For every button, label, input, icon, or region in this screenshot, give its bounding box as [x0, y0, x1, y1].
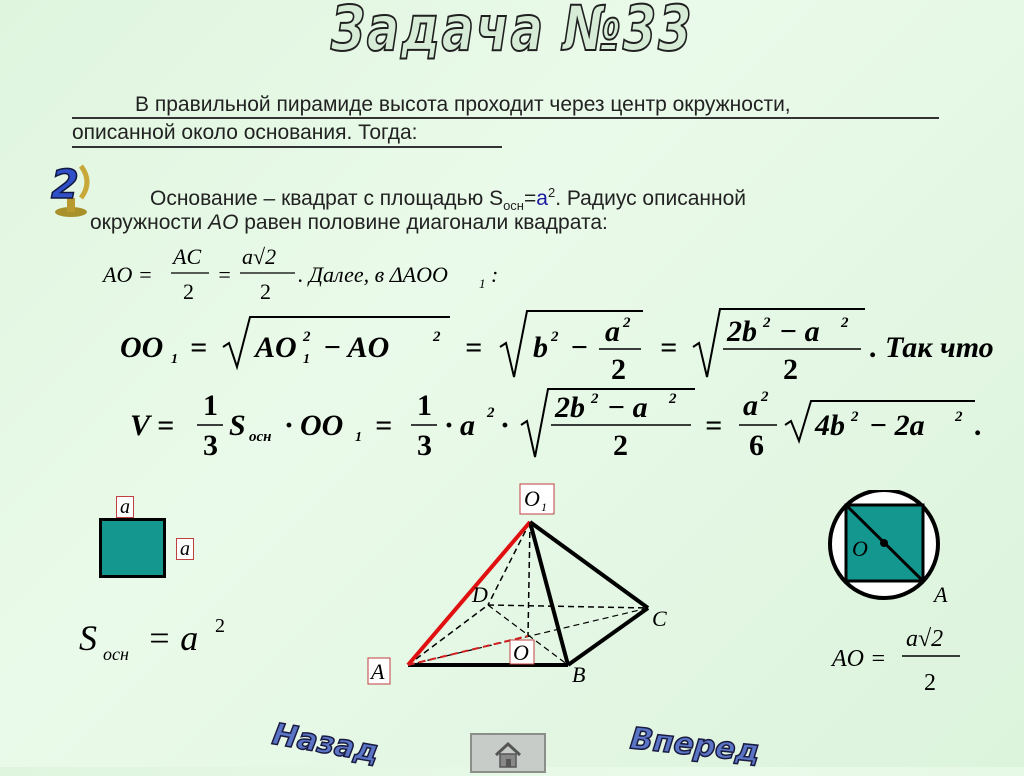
f1-colon: : [491, 262, 499, 287]
formula-ao-diagonal [95, 242, 525, 307]
svg-text:OO: OO [120, 331, 164, 364]
pyramid-o-label: O [513, 640, 529, 665]
step-sub-osn: осн [503, 198, 524, 214]
svg-text:2: 2 [851, 409, 859, 425]
formula-volume [125, 385, 1005, 465]
svg-text:=: = [705, 409, 723, 442]
svg-text:=: = [465, 331, 483, 364]
svg-text:2: 2 [551, 329, 559, 345]
f1-frac2-num: a√2 [242, 244, 277, 269]
forward-button[interactable]: Вперед [628, 721, 762, 770]
svg-text:− 2a: − 2a [869, 409, 925, 442]
svg-text:AO: AO [255, 331, 297, 364]
intro-line-2: описанной около основания. Тогда: [72, 120, 502, 148]
pyramid-b-label: B [572, 662, 586, 687]
pyramid-apex-label: O [524, 486, 540, 511]
svg-text:2: 2 [303, 329, 311, 345]
circle-f-num: a√2 [906, 626, 944, 652]
slide-title: Задача №33 [330, 0, 694, 65]
svg-text:3: 3 [417, 429, 432, 462]
svg-text:−: − [570, 331, 589, 364]
step-exp: 2 [547, 185, 556, 200]
svg-text:1: 1 [171, 352, 178, 367]
svg-text:· a: · a [445, 409, 475, 442]
svg-text:4b: 4b [815, 409, 845, 442]
svg-text:осн: осн [249, 429, 272, 445]
svg-text:=: = [660, 331, 678, 364]
back-button[interactable]: Назад [269, 716, 382, 771]
pyramid-a-label: A [371, 659, 385, 684]
svg-text:a: a [743, 389, 758, 422]
intro-line-1: В правильной пирамиде высота проходит через центр окружности, [135, 93, 791, 116]
f1-eq: = [217, 262, 232, 287]
circumscribed-circle-diagram [818, 490, 968, 615]
pyramid-apex-sub: 1 [541, 500, 547, 514]
f1-lhs: AO = [103, 262, 153, 287]
step-eq: = [524, 187, 537, 210]
svg-text:·: · [501, 409, 509, 442]
svg-text:− a: − a [607, 391, 648, 424]
svg-text:2: 2 [487, 405, 495, 421]
circle-a-label: A [934, 582, 948, 607]
area-exp: 2 [215, 615, 225, 637]
step-ao: AO [208, 211, 239, 234]
svg-text:S: S [229, 409, 246, 442]
svg-text:1: 1 [303, 352, 310, 367]
step-line2-a: окружности [90, 211, 209, 234]
home-icon [472, 735, 544, 771]
formula-oo1 [115, 305, 1024, 390]
svg-text:1: 1 [203, 389, 218, 422]
svg-text:b: b [533, 331, 548, 364]
step-text-b: . Радиус описанной [555, 187, 746, 210]
svg-text:2: 2 [611, 353, 626, 386]
circle-ao-formula [828, 620, 988, 700]
svg-text:2: 2 [763, 315, 771, 331]
svg-text:=: = [190, 331, 208, 364]
f1-frac2-den: 2 [260, 279, 271, 304]
square-top-label: a [116, 496, 134, 518]
svg-text:2b: 2b [727, 315, 757, 348]
svg-text:2: 2 [623, 315, 631, 331]
square-side-label: a [176, 538, 194, 560]
step-line-2 [90, 208, 608, 237]
svg-text:− AO: − AO [323, 331, 390, 364]
step-text-a: Основание – квадрат с площадью S [150, 187, 504, 210]
circle-f-den: 2 [924, 670, 936, 696]
circle-f-lhs: AO = [832, 646, 887, 672]
svg-text:=: = [375, 409, 393, 442]
svg-text:2: 2 [841, 315, 849, 331]
svg-text:a: a [605, 315, 620, 348]
pyramid-c-label: C [652, 606, 667, 631]
pyramid-diagram [360, 480, 680, 690]
svg-text:2: 2 [783, 353, 798, 386]
home-button[interactable] [470, 733, 546, 773]
svg-text:· OO: · OO [285, 409, 344, 442]
svg-text:2: 2 [613, 429, 628, 462]
svg-text:2: 2 [955, 409, 963, 425]
svg-text:1: 1 [355, 430, 362, 445]
badge-number: 2 [51, 162, 79, 208]
svg-text:2: 2 [591, 391, 599, 407]
svg-text:V =: V = [130, 409, 175, 442]
step-a-var: a [536, 187, 548, 210]
svg-text:6: 6 [749, 429, 764, 462]
svg-text:2: 2 [433, 329, 441, 345]
step-number-badge-icon [45, 160, 93, 220]
area-sub: осн [103, 644, 129, 664]
svg-text:2: 2 [669, 391, 677, 407]
svg-text:.: . [975, 409, 983, 442]
f1-tail-sub: 1 [479, 276, 486, 291]
f1-frac1-den: 2 [183, 279, 194, 304]
svg-text:− a: − a [779, 315, 820, 348]
svg-text:3: 3 [203, 429, 218, 462]
base-square [99, 518, 166, 578]
square-area-formula [75, 610, 255, 670]
circle-o-label: O [852, 536, 868, 561]
svg-text:2b: 2b [555, 391, 585, 424]
svg-text:. Так что: . Так что [870, 331, 994, 364]
area-rhs: = a [147, 618, 199, 658]
svg-text:1: 1 [417, 389, 432, 422]
svg-text:2: 2 [761, 389, 769, 405]
area-s: S [79, 618, 97, 658]
step-line2-rest: равен половине диагонали квадрата: [238, 211, 608, 234]
intro-underline [72, 117, 939, 119]
f1-tail: . Далее, в ΔAOO [298, 262, 448, 287]
f1-frac1-num: AC [173, 244, 202, 269]
pyramid-d-label: D [472, 582, 488, 607]
